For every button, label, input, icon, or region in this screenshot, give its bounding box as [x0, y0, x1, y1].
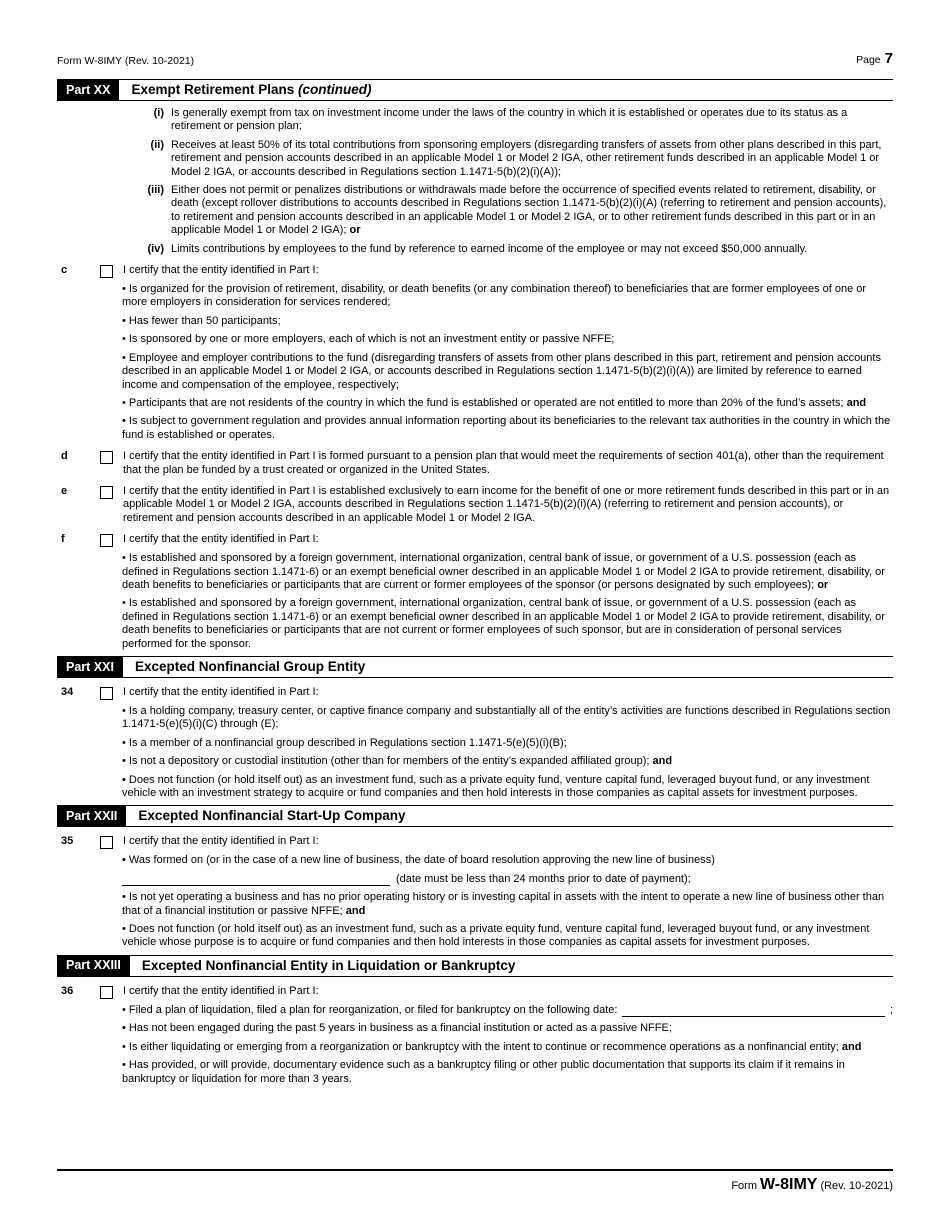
page-label: Page [856, 54, 881, 66]
item-letter: 34 [61, 686, 74, 698]
part-label: Part XXIII [57, 956, 130, 976]
bold-conjunction: and [345, 904, 366, 917]
certification-checkbox[interactable] [100, 687, 113, 700]
bullet-item [57, 755, 893, 768]
part-header [57, 805, 893, 827]
bullet-item [57, 774, 893, 801]
item-text: • Is not yet operating a business and has no prior operating history or is investing capital in assets with the intent to operate a new line of business other than that of a financial institution or passive NFFE; and [122, 891, 885, 917]
part-header [57, 656, 893, 678]
part-title: Excepted Nonfinancial Entity in Liquidation or Bankruptcy [141, 957, 516, 973]
bullet-item [57, 397, 893, 410]
bullet-item [57, 737, 893, 750]
bullet-item [57, 705, 893, 732]
item-text: • Employee and employer contributions to the fund (disregarding transfers of assets from other plans described in this part, retirement and pension accounts described in an applicable Model 1 or Model 2 IGA, or accounts described in Regulations section 1.1471-5(b)(2)(i)(A)) are limited by reference to earned income and compensation of the employee, respectively; [122, 351, 881, 391]
bullet-item [57, 283, 893, 310]
bold-conjunction: and [846, 396, 867, 409]
part-title: Excepted Nonfinancial Group Entity [134, 659, 366, 674]
certification-checkbox[interactable] [100, 451, 113, 464]
bullet-item [57, 333, 893, 346]
item-text: Either does not permit or penalizes distributions or withdrawals made before the occurrence of specified events related to retirement, disability, or death (except rollover distributions to accounts described in Regulations section 1.1471-5(b)(2)(i)(A) (referring to retirement and pension accounts), to retirement and pension accounts described in an applicable Model 1 or Model 2 IGA, or to other retirement funds described in this part or in an applicable Model 1 or Model 2 IGA); or [171, 184, 887, 237]
item-text: • Has fewer than 50 participants; [122, 314, 281, 327]
bullet-item [57, 597, 893, 651]
footer-form-label: Form [731, 1180, 757, 1192]
part-title: Exempt Retirement Plans (continued) [131, 82, 372, 97]
item-text: • Participants that are not residents of the country in which the fund is established or operated are not entitled to more than 20% of the fund’s assets; and [122, 396, 867, 409]
footer-form-rev: (Rev. 10-2021) [820, 1180, 893, 1192]
item-text: • Has not been engaged during the past 5 years in business as a financial institution or acted as a passive NFFE; [122, 1022, 672, 1035]
roman-item-label: (ii) [150, 138, 164, 151]
item-letter: e [61, 484, 68, 497]
roman-item [57, 107, 893, 134]
item-text: • Is sponsored by one or more employers, each of which is not an investment entity or passive NFFE; [122, 333, 615, 346]
page-footer [57, 1169, 893, 1194]
bullet-item [57, 1022, 893, 1035]
bullet-item [57, 854, 893, 867]
bullet-item [57, 552, 893, 592]
part-title-suffix: (continued) [294, 82, 372, 97]
item-text: • Is established and sponsored by a foreign government, international organization, central bank of issue, or government of a U.S. possession (each as defined in Regulations section 1.1471-6) or an exempt beneficial owner described in an applicable Model 1 or Model 2 IGA to provide retirement, disability, or death benefits to beneficiaries or participants that are not current or former employees of such sponsor, but are in consideration of personal services performed for the sponsor. [122, 597, 885, 650]
date-entry-note: (date must be less than 24 months prior to date of payment); [396, 872, 691, 885]
certification-item [57, 450, 893, 477]
item-text: I certify that the entity identified in Part I is established exclusively to earn income for the benefit of one or more retirement funds described in this part or in an applicable Model 1 or Model 2 IGA, accounts described in Regulations section 1.1471-5(b)(2)(i)(A) (referring to retirement and pension accounts), or retirement and pension accounts described in an applicable Model 1 or Model 2 IGA. [123, 484, 890, 524]
item-text: • Has provided, or will provide, documentary evidence such as a bankruptcy filing or other public documentation that supports its claim if it remains in bankruptcy or liquidation for more than 3 years. [122, 1059, 845, 1085]
certification-checkbox[interactable] [100, 265, 113, 278]
page-number-value: 7 [884, 50, 893, 67]
item-text: • Filed a plan of liquidation, filed a plan for reorganization, or filed for bankruptcy on the following date: [122, 1003, 618, 1016]
item-text: • Is not a depository or custodial institution (other than for members of the entity’s expanded affiliated group); and [122, 755, 673, 768]
part-section [57, 805, 893, 949]
roman-item-label: (iii) [147, 184, 164, 197]
item-text: • Is subject to government regulation and provides annual information reporting about its beneficiaries to the relevant tax authorities in the country in which the fund is established or operates. [122, 415, 891, 441]
page-number [856, 50, 893, 67]
certification-item [57, 985, 893, 999]
part-section [57, 656, 893, 800]
item-text: I certify that the entity identified in Part I: [123, 686, 319, 698]
item-letter: f [61, 533, 65, 546]
part-section [57, 955, 893, 1086]
bullet-item [57, 891, 893, 918]
item-text: • Is organized for the provision of retirement, disability, or death benefits (or any combination thereof) to beneficiaries that are former employees of one or more employers in consideration for services rendered; [122, 283, 867, 309]
item-text: I certify that the entity identified in Part I: [123, 835, 319, 848]
certification-item [57, 835, 893, 849]
item-letter: 36 [61, 984, 74, 997]
item-text: • Is a holding company, treasury center, or captive finance company and substantially all of the entity’s activities are functions described in Regulations section 1.1471-5(e)(5)(i)(C) through (E); [122, 705, 891, 731]
certification-item [57, 264, 893, 278]
roman-item [57, 243, 893, 256]
bullet-item [57, 352, 893, 392]
item-letter: 35 [61, 835, 74, 848]
bullet-item [57, 415, 893, 442]
certification-item [57, 485, 893, 525]
item-letter: d [61, 450, 68, 463]
certification-item [57, 533, 893, 547]
item-text: I certify that the entity identified in Part I: [123, 533, 319, 546]
certification-checkbox[interactable] [100, 534, 113, 547]
part-header [57, 955, 893, 977]
roman-item [57, 184, 893, 238]
item-text: • Is either liquidating or emerging from a reorganization or bankruptcy with the intent to continue or recommence operations as a nonfinancial entity; and [122, 1040, 862, 1053]
certification-item [57, 686, 893, 700]
bold-conjunction: or [817, 578, 829, 591]
roman-item-label: (iv) [147, 242, 164, 255]
bullet-item [57, 315, 893, 328]
item-text: • Does not function (or hold itself out) as an investment fund, such as a private equity fund, venture capital fund, leveraged buyout fund, or any investment vehicle with an investment strategy to acquire or fund companies and then hold interests in those companies as capital assets for investment purposes. [122, 773, 870, 800]
bold-conjunction: and [841, 1040, 862, 1053]
certification-checkbox[interactable] [100, 986, 113, 999]
item-text: Is generally exempt from tax on investment income under the laws of the country in which it is established or operates due to its status as a retirement or pension plan; [171, 107, 848, 133]
roman-item-label: (i) [153, 107, 164, 119]
bold-conjunction: or [349, 224, 361, 237]
line-end-punctuation: ; [889, 1003, 893, 1016]
bold-conjunction: and [652, 755, 673, 768]
part-label: Part XX [57, 80, 119, 100]
part-title: Excepted Nonfinancial Start-Up Company [138, 808, 406, 824]
bullet-item-with-line [57, 1004, 893, 1017]
item-text: I certify that the entity identified in Part I is formed pursuant to a pension plan that would meet the requirements of section 401(a), other than the requirement that the plan be funded by a trust created or organized in the United States. [123, 450, 884, 476]
bullet-item [57, 1059, 893, 1086]
item-letter: c [61, 264, 68, 277]
roman-item [57, 139, 893, 179]
part-header [57, 79, 893, 101]
part-label: Part XXII [57, 806, 126, 826]
form-id: Form W-8IMY (Rev. 10-2021) [57, 55, 195, 67]
part-label: Part XXI [57, 657, 123, 677]
form-body [57, 74, 893, 1091]
certification-checkbox[interactable] [100, 836, 113, 849]
item-text: Receives at least 50% of its total contributions from sponsoring employers (disregarding transfers of assets from other plans described in this part, retirement and pension accounts described in an applicable Model 1 or Model 2 IGA, other retirement funds described in an applicable Model 1 or Model 2 IGA, or accounts described in Regulations section 1.1471-5(b)(2)(i)(A)); [171, 138, 882, 178]
bullet-item [57, 923, 893, 950]
item-text: I certify that the entity identified in Part I: [123, 984, 319, 997]
certification-checkbox[interactable] [100, 486, 113, 499]
item-text: Limits contributions by employees to the fund by reference to earned income of the employee or may not exceed $50,000 annually. [171, 242, 808, 255]
date-entry-line[interactable] [622, 1004, 884, 1017]
item-text: • Was formed on (or in the case of a new line of business, the date of board resolution approving the new line of business) [122, 854, 715, 867]
item-text: • Is a member of a nonfinancial group described in Regulations section 1.1471-5(e)(5)(i)(B); [122, 736, 567, 749]
item-text: • Is established and sponsored by a foreign government, international organization, central bank of issue, or government of a U.S. possession (each as defined in Regulations section 1.1471-6) or an exempt beneficial owner described in an applicable Model 1 or Model 2 IGA to provide retirement, disability, or death benefits to beneficiaries or participants that are current or former employees of the sponsor (or persons designated by such employees); or [122, 552, 885, 591]
date-entry-line[interactable] [122, 873, 390, 886]
date-entry-row [57, 873, 893, 886]
item-text: • Does not function (or hold itself out) as an investment fund, such as a private equity fund, venture capital fund, leveraged buyout fund, or any investment vehicle whose purpose is to acquire or fund companies and then hold interests in those companies as capital assets for investment purposes. [122, 923, 870, 949]
part-section [57, 79, 893, 651]
footer-form-number: W-8IMY [759, 1176, 818, 1193]
page-header [57, 50, 893, 67]
bullet-item [57, 1041, 893, 1054]
item-text: I certify that the entity identified in Part I: [123, 264, 319, 277]
